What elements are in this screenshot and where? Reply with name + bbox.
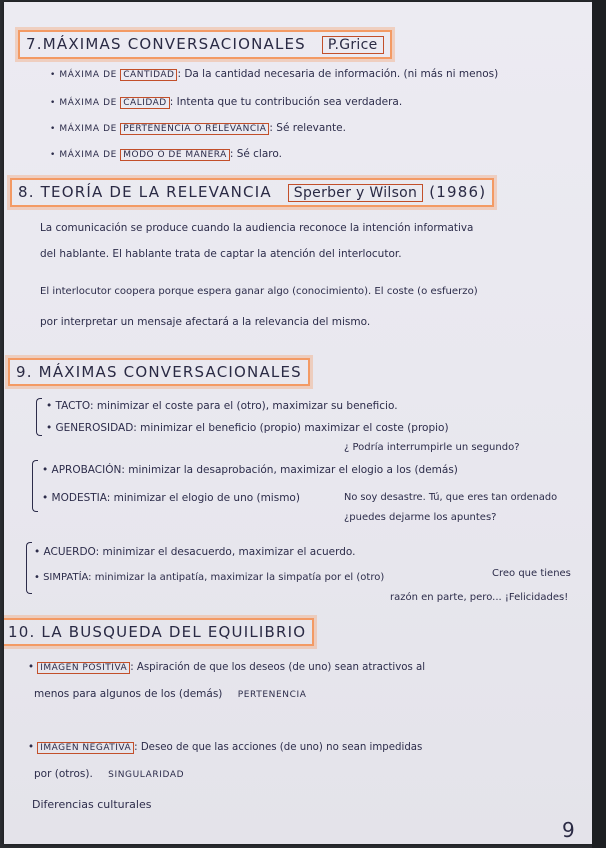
maxim-approval: • APROBACIÓN: minimizar la desaprobación, maximizar el elogio a los (demás) [42, 464, 458, 476]
maxim-box: CALIDAD [120, 97, 169, 109]
section-10-title [4, 618, 314, 646]
example-note-1: ¿ Podría interrumpirle un segundo? [344, 442, 520, 453]
section-8-heading: 8. TEORÍA DE LA RELEVANCIA [18, 183, 272, 201]
cultural-differences-note: Diferencias culturales [32, 798, 152, 811]
page-number: 9 [562, 818, 575, 842]
example-note-5: razón en parte, pero... ¡Felicidades! [390, 592, 569, 603]
background-edge [592, 0, 606, 848]
maxim-manner: • MÁXIMA DE MODO O DE MANERA : Sé claro. [50, 148, 282, 160]
section-10-heading: 10. LA BUSQUEDA DEL EQUILIBRIO [8, 623, 307, 641]
maxim-modesty: • MODESTIA: minimizar el elogio de uno (mismo) [42, 492, 300, 504]
positive-image-line-1: • IMAGEN POSITIVA : Aspiración de que los deseos (de uno) sean atractivos al [28, 662, 426, 673]
example-note-2: No soy desastre. Tú, que eres tan ordenado [344, 492, 558, 503]
tag-singularidad: SINGULARIDAD [108, 770, 185, 780]
section-9-heading: 9. MÁXIMAS CONVERSACIONALES [16, 363, 302, 381]
positive-image-line-2: menos para algunos de los (demás) PERTENENCIA [34, 688, 307, 700]
section-8-title [10, 178, 494, 207]
maxim-box: PERTENENCIA O RELEVANCIA [120, 123, 269, 135]
negative-image-line-1: • IMAGEN NEGATIVA : Deseo de que las acciones (de uno) no sean impedidas [28, 742, 423, 753]
notebook-page [4, 2, 592, 844]
example-note-4: Creo que tienes [492, 568, 571, 579]
tag-pertenencia: PERTENENCIA [237, 690, 307, 700]
section-8-authors: Sperber y Wilson [288, 184, 423, 202]
example-note-3: ¿puedes dejarme los apuntes? [344, 512, 497, 523]
negative-image-box: IMAGEN NEGATIVA [37, 742, 134, 754]
relevance-paragraph-2a: El interlocutor coopera porque espera ganar algo (conocimiento). El coste (o esfuerzo) [40, 286, 478, 297]
section-7-title [18, 30, 392, 59]
section-9-title [8, 358, 310, 386]
maxim-generosity: • GENEROSIDAD: minimizar el beneficio (propio) maximizar el coste (propio) [46, 422, 449, 434]
maxim-agreement: • ACUERDO: minimizar el desacuerdo, maximizar el acuerdo. [34, 546, 356, 558]
relevance-paragraph-2b: por interpretar un mensaje afectará a la relevancia del mismo. [40, 316, 371, 328]
relevance-paragraph-1b: del hablante. El hablante trata de captar la atención del interlocutor. [40, 248, 402, 260]
maxim-tact: • TACTO: minimizar el coste para el (otro), maximizar su beneficio. [46, 400, 398, 412]
relevance-paragraph-1a: La comunicación se produce cuando la audiencia reconoce la intención informativa [40, 222, 474, 234]
maxim-quality: • MÁXIMA DE CALIDAD : Intenta que tu contribución sea verdadera. [50, 96, 403, 108]
section-7-author: P.Grice [322, 36, 384, 54]
positive-image-box: IMAGEN POSITIVA [37, 662, 130, 674]
maxim-quantity: • MÁXIMA DE CANTIDAD : Da la cantidad necesaria de información. (ni más ni menos) [50, 68, 499, 80]
negative-image-line-2: por (otros). SINGULARIDAD [34, 768, 185, 780]
section-7-heading: 7.MÁXIMAS CONVERSACIONALES [26, 35, 306, 53]
section-8-year: (1986) [429, 183, 487, 201]
bracket-3 [26, 542, 32, 594]
maxim-sympathy: • SIMPATÍA: minimizar la antipatía, maximizar la simpatía por el (otro) [34, 572, 385, 583]
bracket-2 [32, 460, 38, 512]
maxim-box: CANTIDAD [120, 69, 177, 81]
maxim-box: MODO O DE MANERA [120, 149, 230, 161]
maxim-relevance: • MÁXIMA DE PERTENENCIA O RELEVANCIA : Sé relevante. [50, 122, 346, 134]
bracket-1 [36, 398, 42, 436]
